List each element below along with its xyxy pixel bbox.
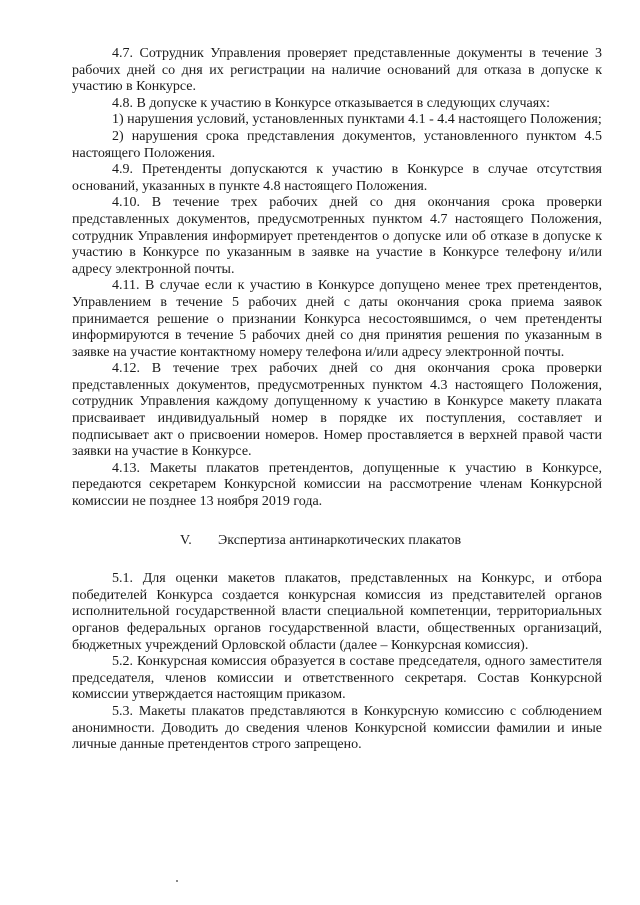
paragraph-4-13: 4.13. Макеты плакатов претендентов, допущенные к участию в Конкурсе, передаются секретарем Конкурсной комиссии на рассмотрение членам Конкурсной комиссии не позднее 13 ноября 2019 года.	[72, 460, 602, 510]
scan-dot	[176, 880, 178, 882]
paragraph-5-3: 5.3. Макеты плакатов представляются в Конкурсную комиссию с соблюдением анонимности. Доводить до сведения членов Конкурсной комиссии фамилии и иные личные данные претендентов строго запрещено.	[72, 703, 602, 753]
paragraph-4-9: 4.9. Претенденты допускаются к участию в Конкурсе в случае отсутствия оснований, указанных в пункте 4.8 настоящего Положения.	[72, 162, 602, 194]
paragraph-4-11: 4.11. В случае если к участию в Конкурсе допущено менее трех претендентов, Управлением в течение 5 рабочих дней с даты окончания срока приема заявок принимается решение о признании Конкурса несостоявшимся, о чем претенденты информируются в течение 5 рабочих дней со дня принятия решения по указанным в заявке на участие контактному номеру телефона и/или адресу электронной почты.	[72, 278, 602, 360]
paragraph-4-8: 4.8. В допуске к участию в Конкурсе отказывается в следующих случаях:	[112, 95, 551, 111]
paragraph-4-7: 4.7. Сотрудник Управления проверяет представленные документы в течение 3 рабочих дней со дня их регистрации на наличие оснований для отказа в допуске к участию в Конкурсе.	[72, 46, 602, 95]
list-item-4-8-1: 1) нарушения условий, установленных пунктами 4.1 - 4.4 настоящего Положения;	[112, 112, 602, 128]
section-number: V.	[180, 532, 192, 548]
section-title: Экспертиза антинаркотических плакатов	[218, 532, 462, 548]
paragraph-4-10: 4.10. В течение трех рабочих дней со дня окончания срока проверки представленных документов, предусмотренных пунктом 4.7 настоящего Положения, сотрудник Управления информирует претендентов о допуске или об отказе в допуске к участию в Конкурсе по указанным в заявке на участие в Конкурсе телефону и/или адресу электронной почты.	[72, 195, 602, 277]
paragraph-5-2: 5.2. Конкурсная комиссия образуется в составе председателя, одного заместителя председателя, членов комиссии и ответственного секретаря. Состав Конкурсной комиссии утверждается настоящим приказом.	[72, 654, 602, 703]
document-page	[72, 46, 602, 754]
paragraph-5-1: 5.1. Для оценки макетов плакатов, представленных на Конкурс, и отбора победителей Конкурса создается конкурсная комиссия из представителей органов исполнительной государственной власти специальной компетенции, территориальных органов федеральных органов государственной власти, общественных организаций, бюджетных учреждений Орловской области (далее – Конкурсная комиссия).	[72, 571, 602, 653]
list-item-4-8-2: 2) нарушения срока представления документов, установленного пунктом 4.5 настоящего Положения.	[72, 128, 602, 161]
section-heading	[72, 533, 602, 550]
paragraph-4-12: 4.12. В течение трех рабочих дней со дня окончания срока проверки представленных документов, предусмотренных пунктом 4.3 настоящего Положения, сотрудник Управления каждому допущенному к участию в Конкурсе макету плаката присваивает индивидуальный номер в порядке их поступления, составляет и подписывает акт о присвоении номеров. Номер проставляется в верхней правой части заявки на участие в Конкурсе.	[72, 361, 602, 460]
